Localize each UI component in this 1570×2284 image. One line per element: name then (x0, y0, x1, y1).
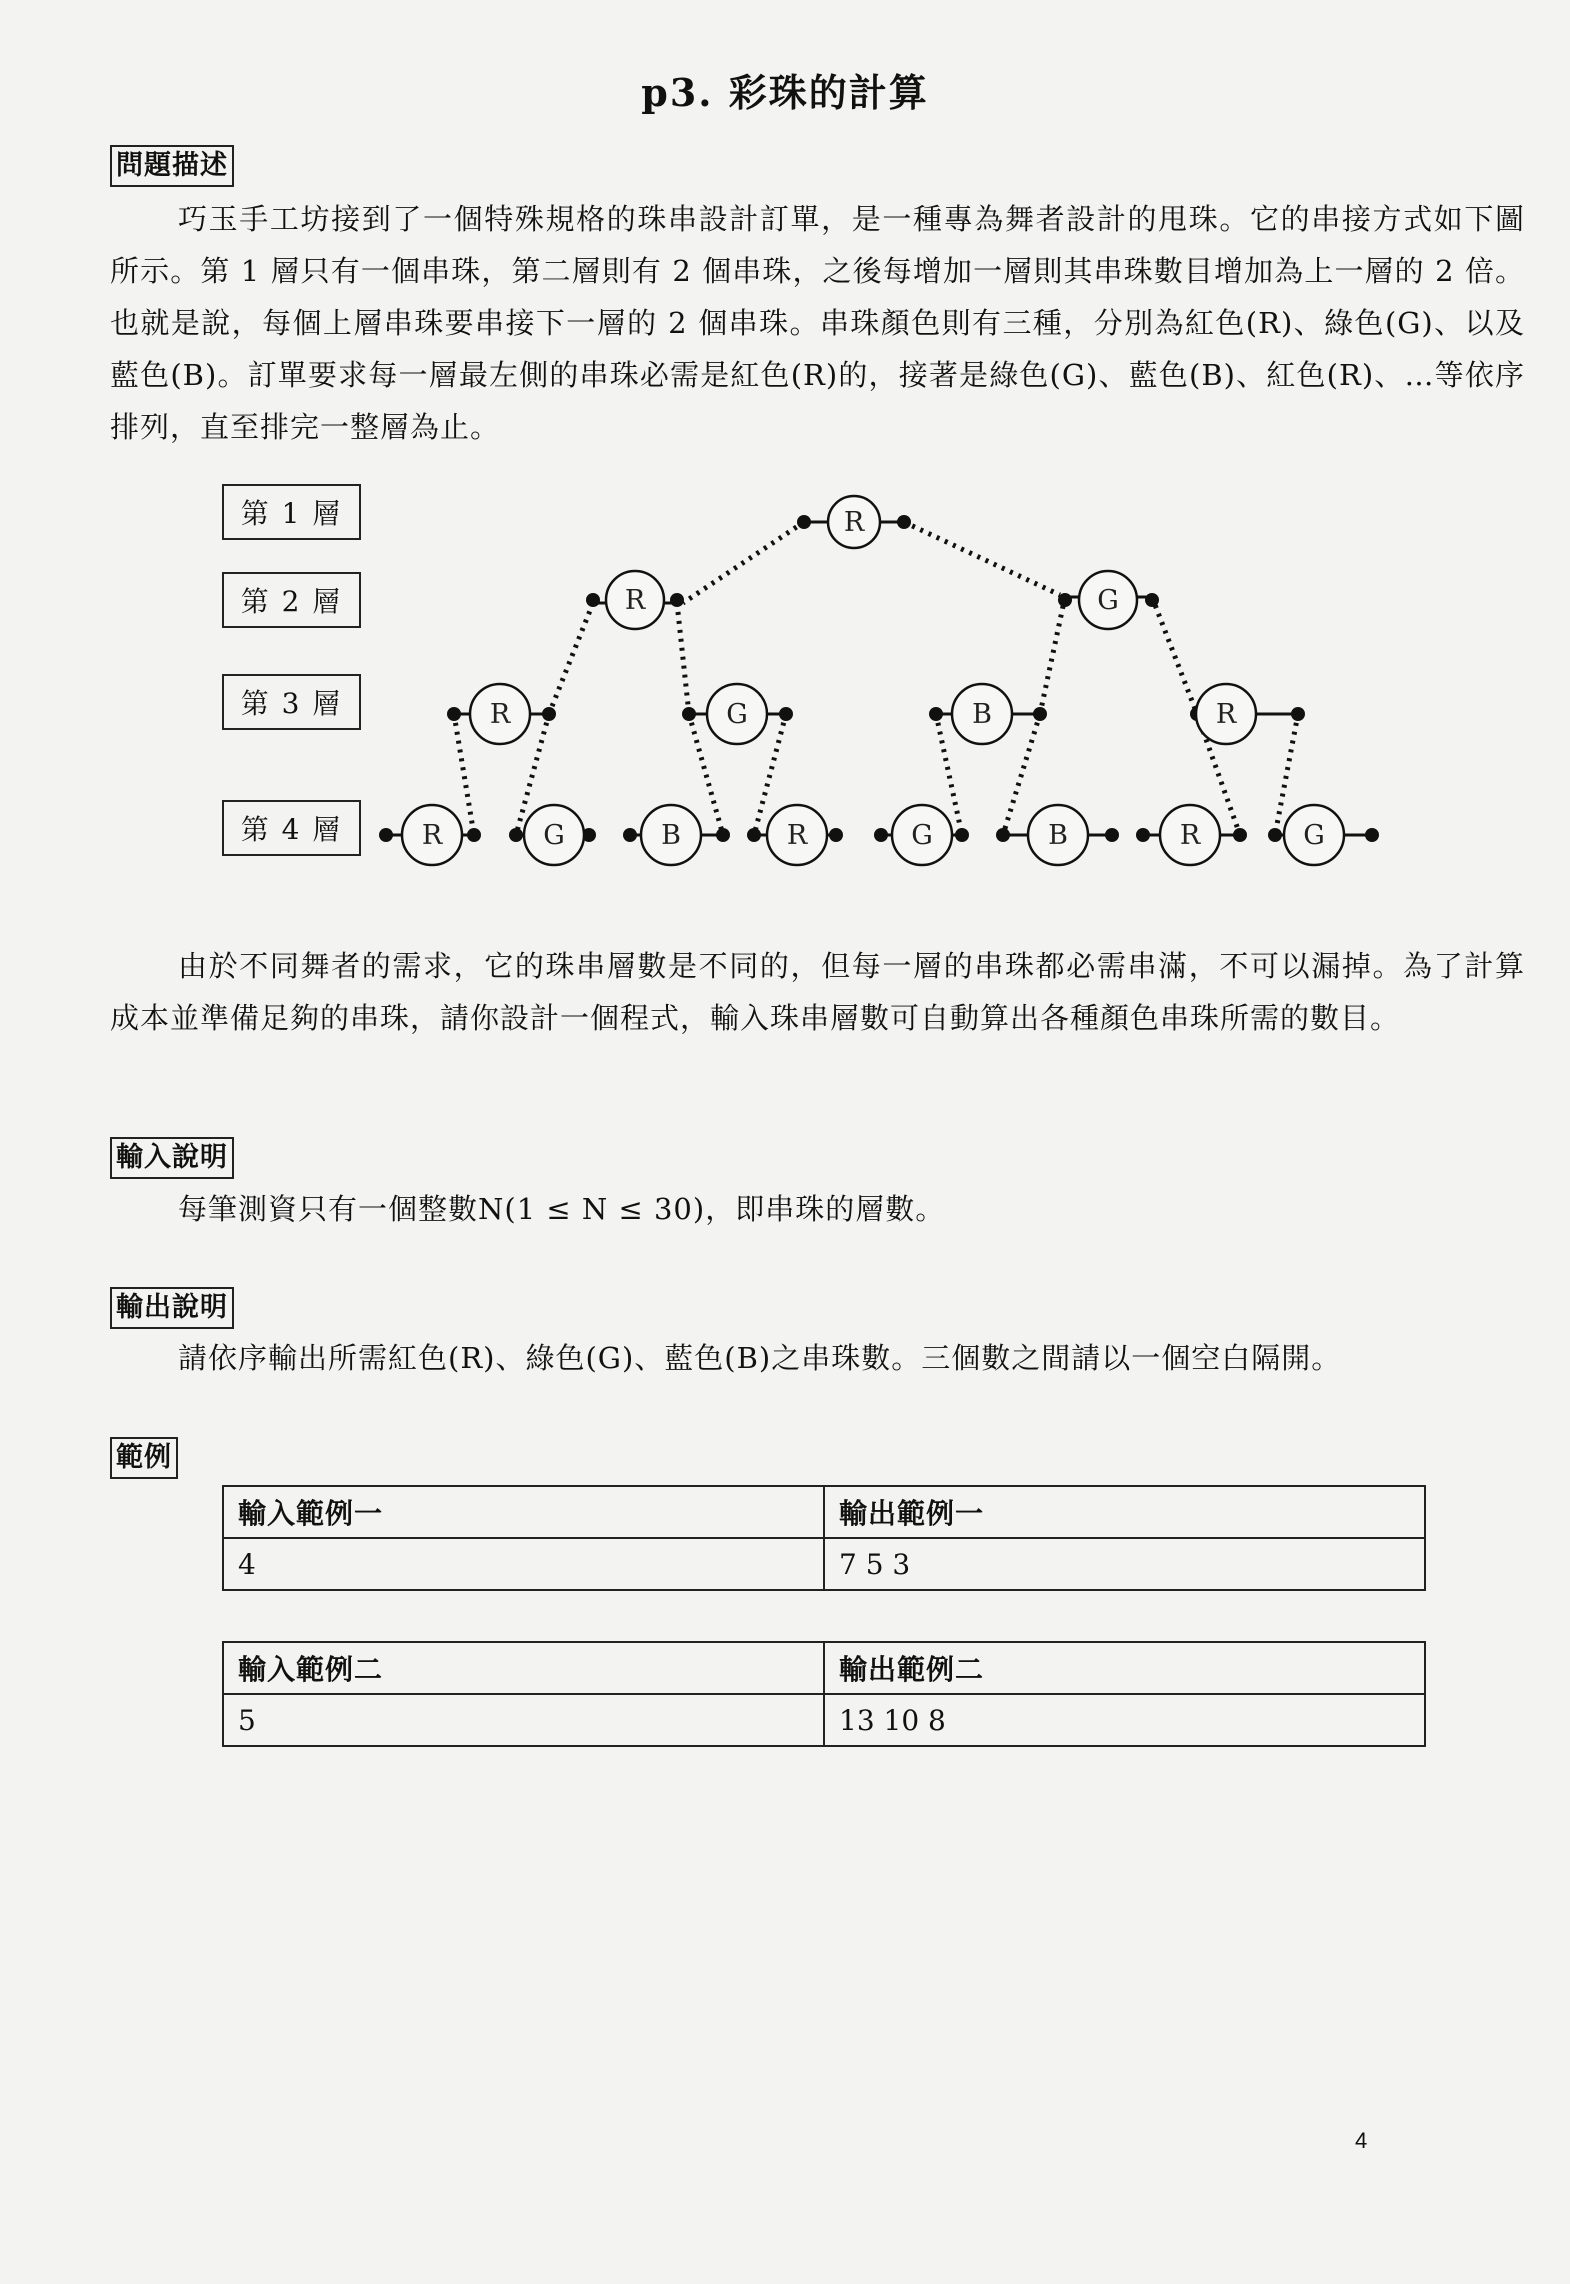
page-title: p3. 彩珠的計算 (641, 70, 929, 115)
problem-paragraph-1: 巧玉手工坊接到了一個特殊規格的珠串設計訂單，是一種專為舞者設計的甩珠。它的串接方式如下圖所示。第 1 層只有一個串珠，第二層則有 2 個串珠，之後每增加一層則其串珠數目增加為上一層的 2 倍。也就是說，每個上層串珠要串接下一層的 2 個串珠。串珠顏色則有三種，分別為紅色(R)、綠色(G)、以及藍色(B)。訂單要求每一層最左側的串珠必需是紅色(R)的，接著是綠色(G)、藍色(B)、紅色(R)、…等依序排列，直至排完一整層為止。 (110, 202, 1525, 444)
output-heading: 輸出說明 (110, 1287, 234, 1329)
example-table-1 (222, 1485, 1426, 1591)
level-label-4: 第 4 層 (222, 800, 361, 856)
bead-label: R (786, 820, 808, 851)
bead-knot (779, 707, 793, 721)
level-label-2: 第 2 層 (222, 572, 361, 628)
bead-label: R (421, 820, 443, 851)
bead-knot (379, 828, 393, 842)
examples-heading: 範例 (110, 1437, 178, 1479)
bead-knot (447, 707, 461, 721)
bead-knot (542, 707, 556, 721)
bead-knot (955, 828, 969, 842)
example-1-input-label: 輸入範例一 (223, 1486, 824, 1538)
level-label-1: 第 1 層 (222, 484, 361, 540)
bead-knot (1105, 828, 1119, 842)
bead-knot (1365, 828, 1379, 842)
example-table-2 (222, 1641, 1426, 1747)
bead-knot (1291, 707, 1305, 721)
example-2-input-label: 輸入範例二 (223, 1642, 824, 1694)
bead-label: G (1097, 585, 1119, 616)
page-number: 4 (1355, 2128, 1368, 2153)
bead-knot (682, 707, 696, 721)
bead-label: R (843, 507, 865, 538)
bead-knot (1268, 828, 1282, 842)
bead-label: R (1179, 820, 1201, 851)
bead-label: R (1215, 699, 1237, 730)
bead-tree-svg (0, 470, 1570, 890)
bead-knot (929, 707, 943, 721)
bead-knot (897, 515, 911, 529)
bead-knot (1136, 828, 1150, 842)
bead-knot (1033, 707, 1047, 721)
bead-knot (1233, 828, 1247, 842)
problem-heading: 問題描述 (110, 145, 234, 187)
bead-label: G (1303, 820, 1325, 851)
example-2-output-label: 輸出範例二 (824, 1642, 1425, 1694)
bead-knot (623, 828, 637, 842)
bead-label: B (661, 820, 681, 851)
bead-knot (1145, 593, 1159, 607)
bead-knot (586, 593, 600, 607)
bead-knot (467, 828, 481, 842)
bead-label: R (489, 699, 511, 730)
input-text: 每筆測資只有一個整數N(1 ≤ N ≤ 30)，即串珠的層數。 (178, 1192, 946, 1226)
bead-knot (797, 515, 811, 529)
bead-knot (509, 828, 523, 842)
bead-connections (454, 522, 1298, 835)
bead-label: B (1048, 820, 1068, 851)
bead-knot (716, 828, 730, 842)
output-text: 請依序輸出所需紅色(R)、綠色(G)、藍色(B)之串珠數。三個數之間請以一個空白隔開。 (178, 1341, 1342, 1375)
bead-label: B (972, 699, 992, 730)
bead-label: G (543, 820, 565, 851)
bead-knot (670, 593, 684, 607)
example-1-input-value: 4 (223, 1538, 824, 1590)
bead-knot (874, 828, 888, 842)
bead-knot (1058, 593, 1072, 607)
input-heading: 輸入說明 (110, 1137, 234, 1179)
bead-knot (747, 828, 761, 842)
example-1-output-label: 輸出範例一 (824, 1486, 1425, 1538)
example-2-input-value: 5 (223, 1694, 824, 1746)
bead-strings (386, 522, 1372, 835)
level-label-3: 第 3 層 (222, 674, 361, 730)
example-1-output-value: 7 5 3 (824, 1538, 1425, 1590)
bead-label: R (624, 585, 646, 616)
bead-label: G (726, 699, 748, 730)
bead-knot (996, 828, 1010, 842)
problem-paragraph-2: 由於不同舞者的需求，它的珠串層數是不同的，但每一層的串珠都必需串滿，不可以漏掉。為了計算成本並準備足夠的串珠，請你設計一個程式，輸入珠串層數可自動算出各種顏色串珠所需的數目。 (110, 949, 1525, 1035)
example-2-output-value: 13 10 8 (824, 1694, 1425, 1746)
bead-knot (829, 828, 843, 842)
bead-label: G (911, 820, 933, 851)
